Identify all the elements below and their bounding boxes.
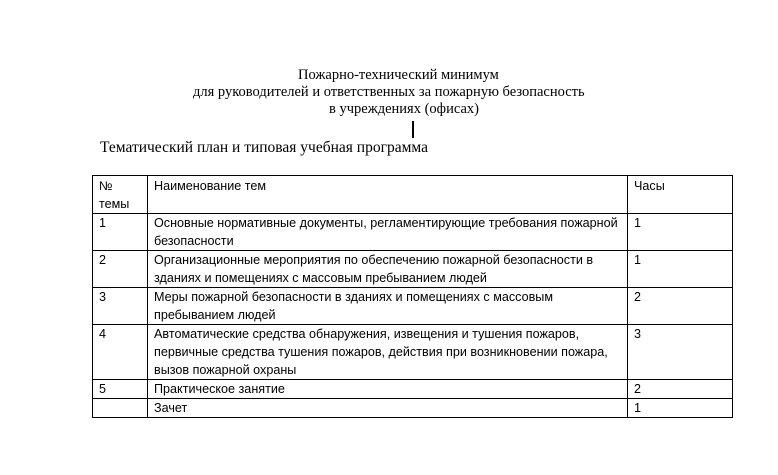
header-cell-hours: Часы — [628, 176, 733, 214]
row-hours: 3 — [628, 325, 733, 380]
row-topic: Практическое занятие — [148, 380, 628, 399]
row-topic: Основные нормативные документы, регламентирующие требования пожарной безопасности — [148, 214, 628, 251]
row-number: 1 — [93, 214, 148, 251]
table-row — [93, 288, 733, 325]
thematic-plan-table — [92, 175, 733, 418]
row-hours: 1 — [628, 251, 733, 288]
row-number: 3 — [93, 288, 148, 325]
table-caption: Тематический план и типовая учебная программа — [100, 139, 428, 156]
title-line-1: Пожарно-технический минимум — [298, 67, 499, 83]
table-header-row — [93, 176, 733, 214]
table-row — [93, 399, 733, 418]
title-line-3: в учреждениях (офисах) — [329, 101, 479, 117]
table-row — [93, 214, 733, 251]
table-row — [93, 251, 733, 288]
table-row — [93, 380, 733, 399]
row-hours: 2 — [628, 380, 733, 399]
header-cell-topic: Наименование тем — [148, 176, 628, 214]
row-hours: 1 — [628, 214, 733, 251]
row-number: 5 — [93, 380, 148, 399]
row-topic: Автоматические средства обнаружения, извещения и тушения пожаров, первичные средства тушения пожаров, действия при возникновении пожара, вызов пожарной охраны — [148, 325, 628, 380]
header-cell-number: № темы — [93, 176, 148, 214]
row-topic: Организационные мероприятия по обеспечению пожарной безопасности в зданиях и помещениях с массовым пребыванием людей — [148, 251, 628, 288]
row-topic: Меры пожарной безопасности в зданиях и помещениях с массовым пребыванием людей — [148, 288, 628, 325]
row-number — [93, 399, 148, 418]
row-number: 2 — [93, 251, 148, 288]
table-row — [93, 325, 733, 380]
row-hours: 1 — [628, 399, 733, 418]
text-cursor — [412, 121, 414, 138]
row-number: 4 — [93, 325, 148, 380]
row-topic: Зачет — [148, 399, 628, 418]
title-line-2: для руководителей и ответственных за пожарную безопасность — [193, 84, 585, 100]
row-hours: 2 — [628, 288, 733, 325]
